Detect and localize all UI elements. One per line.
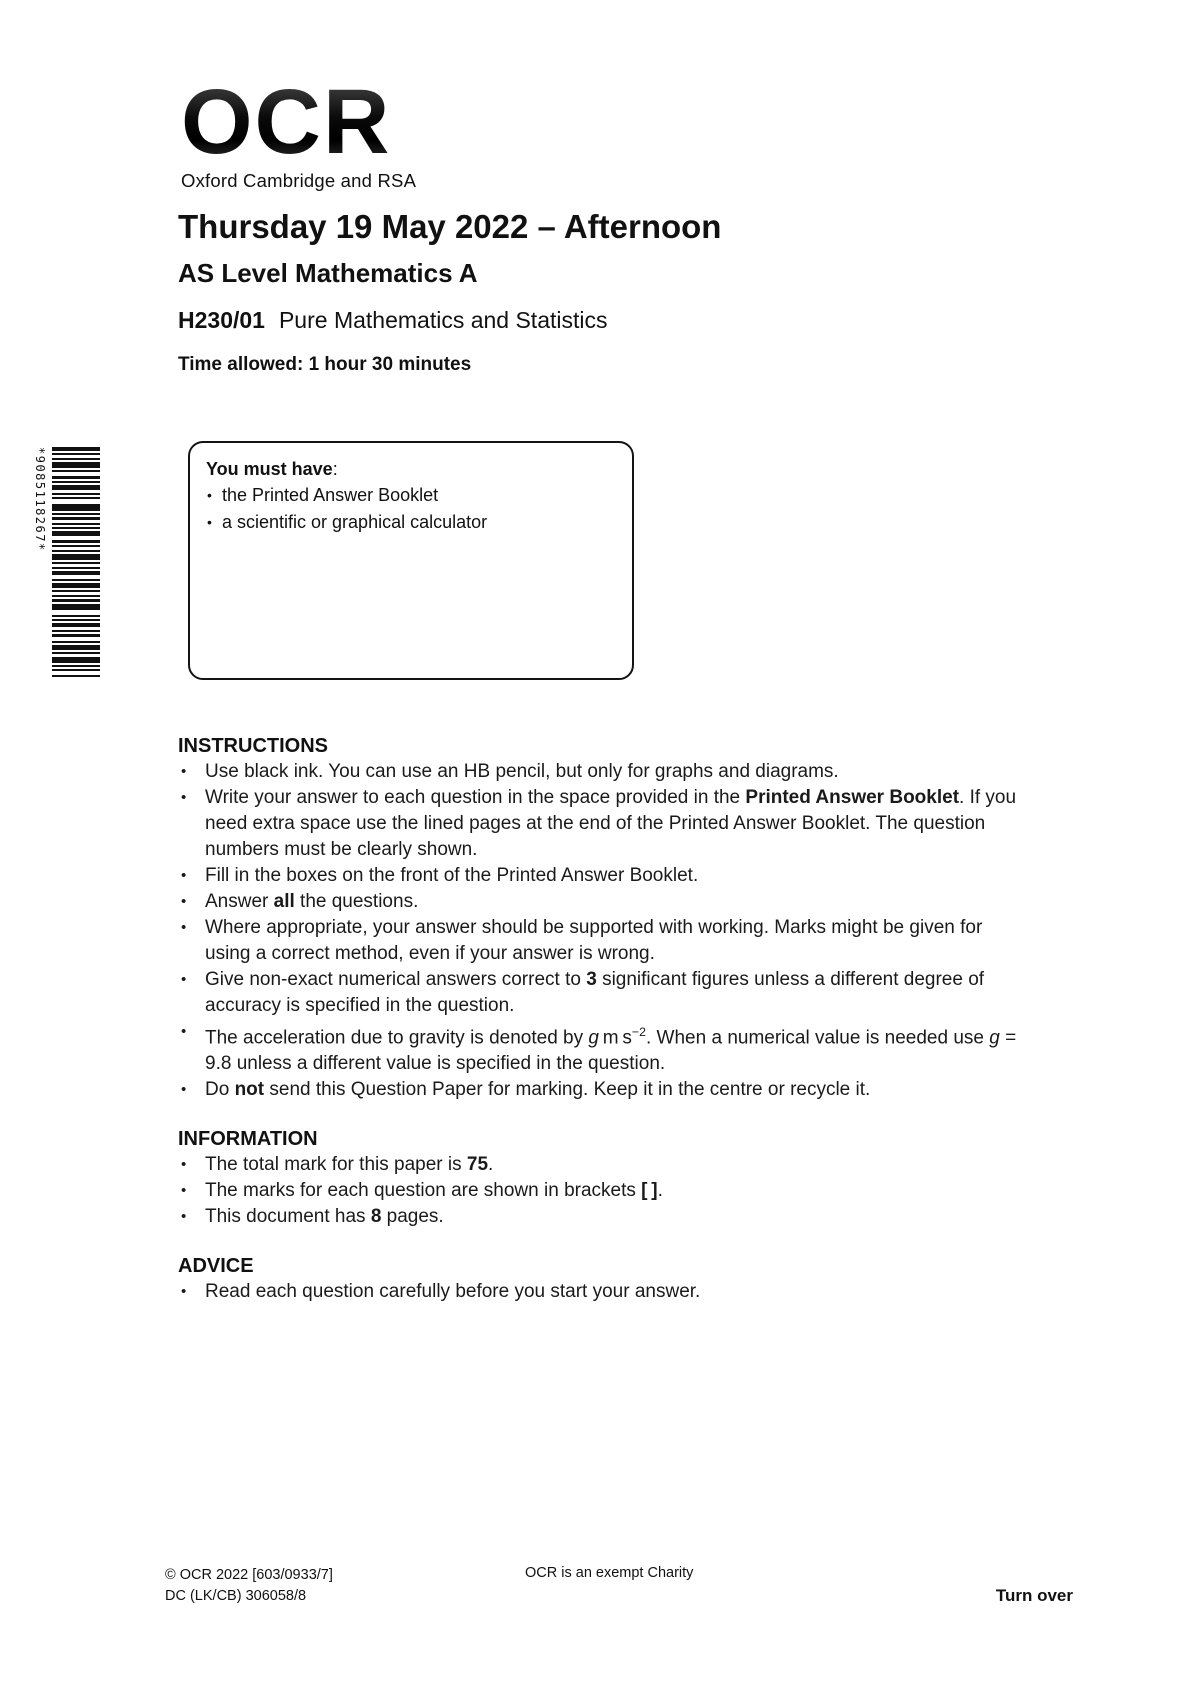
barcode <box>52 447 100 677</box>
bullet-item: • Write your answer to each question in the space provided in the Printed Answer Booklet. If you need extra space use the lined pages at the end of the Printed Answer Booklet. The question numbers must be clearly shown. <box>178 785 1018 863</box>
ocr-logo <box>181 71 417 192</box>
time-allowed: Time allowed: 1 hour 30 minutes <box>178 354 472 375</box>
bullet-item: • Do not send this Question Paper for marking. Keep it in the centre or recycle it. <box>178 1077 1018 1103</box>
bullet-item: • The total mark for this paper is 75. <box>178 1152 1018 1178</box>
bullet-item: • Read each question carefully before you start your answer. <box>178 1279 1018 1305</box>
you-must-have-box <box>188 441 634 680</box>
footer-imprint <box>165 1565 333 1606</box>
barcode-number: *9085118267* <box>33 447 47 552</box>
bullet-item: • Fill in the boxes on the front of the Printed Answer Booklet. <box>178 863 1018 889</box>
dc-code-line: DC (LK/CB) 306058/8 <box>165 1587 307 1604</box>
section-bullet-list <box>178 1152 1018 1230</box>
section-heading: INFORMATION <box>178 1128 318 1151</box>
bullet-item: • Answer all the questions. <box>178 889 1018 915</box>
must-have-item: • the Printed Answer Booklet <box>206 482 616 509</box>
section-bullet-list <box>178 1279 1018 1305</box>
charity-note: OCR is an exempt Charity <box>525 1565 694 1581</box>
bullet-item: • Use black ink. You can use an HB pencil, but only for graphs and diagrams. <box>178 759 1018 785</box>
section-instructions <box>178 733 1018 1103</box>
section-information <box>178 1126 1018 1230</box>
section-advice <box>178 1253 1018 1305</box>
bullet-item: • Give non-exact numerical answers correct to 3 significant figures unless a different degree of accuracy is specified in the question. <box>178 967 1018 1019</box>
bullet-item: • The acceleration due to gravity is denoted by g m $s^{-2}$. When a numerical value is needed use g = 9.8 unless a different value is specified in the question. <box>178 1019 1018 1077</box>
exam-date-title: Thursday 19 May 2022 – Afternoon <box>178 208 722 245</box>
bullet-item: • The marks for each question are shown in brackets [ ]. <box>178 1178 1018 1204</box>
paper-name: Pure Mathematics and Statistics <box>278 307 608 333</box>
ocr-logo-tagline: Oxford Cambridge and RSA <box>181 170 417 191</box>
section-heading: ADVICE <box>178 1255 254 1278</box>
must-have-title: You must have: <box>206 459 338 479</box>
ocr-logo-text: OCR <box>181 76 416 168</box>
bullet-item: • This document has 8 pages. <box>178 1204 1018 1230</box>
bullet-item: • Where appropriate, your answer should be supported with working. Marks might be given for using a correct method, even if your answer is wrong. <box>178 915 1018 967</box>
must-have-list <box>206 482 616 535</box>
turn-over-label: Turn over <box>995 1586 1073 1605</box>
qualification-title: AS Level Mathematics A <box>178 258 478 288</box>
paper-title-line <box>178 307 608 334</box>
section-bullet-list <box>178 759 1018 1103</box>
section-heading: INSTRUCTIONS <box>178 735 328 757</box>
copyright-line: © OCR 2022 [603/0933/7] <box>165 1567 333 1583</box>
sections-container <box>178 733 1018 1305</box>
must-have-item: • a scientific or graphical calculator <box>206 509 616 536</box>
paper-code: H230/01 <box>178 307 265 333</box>
